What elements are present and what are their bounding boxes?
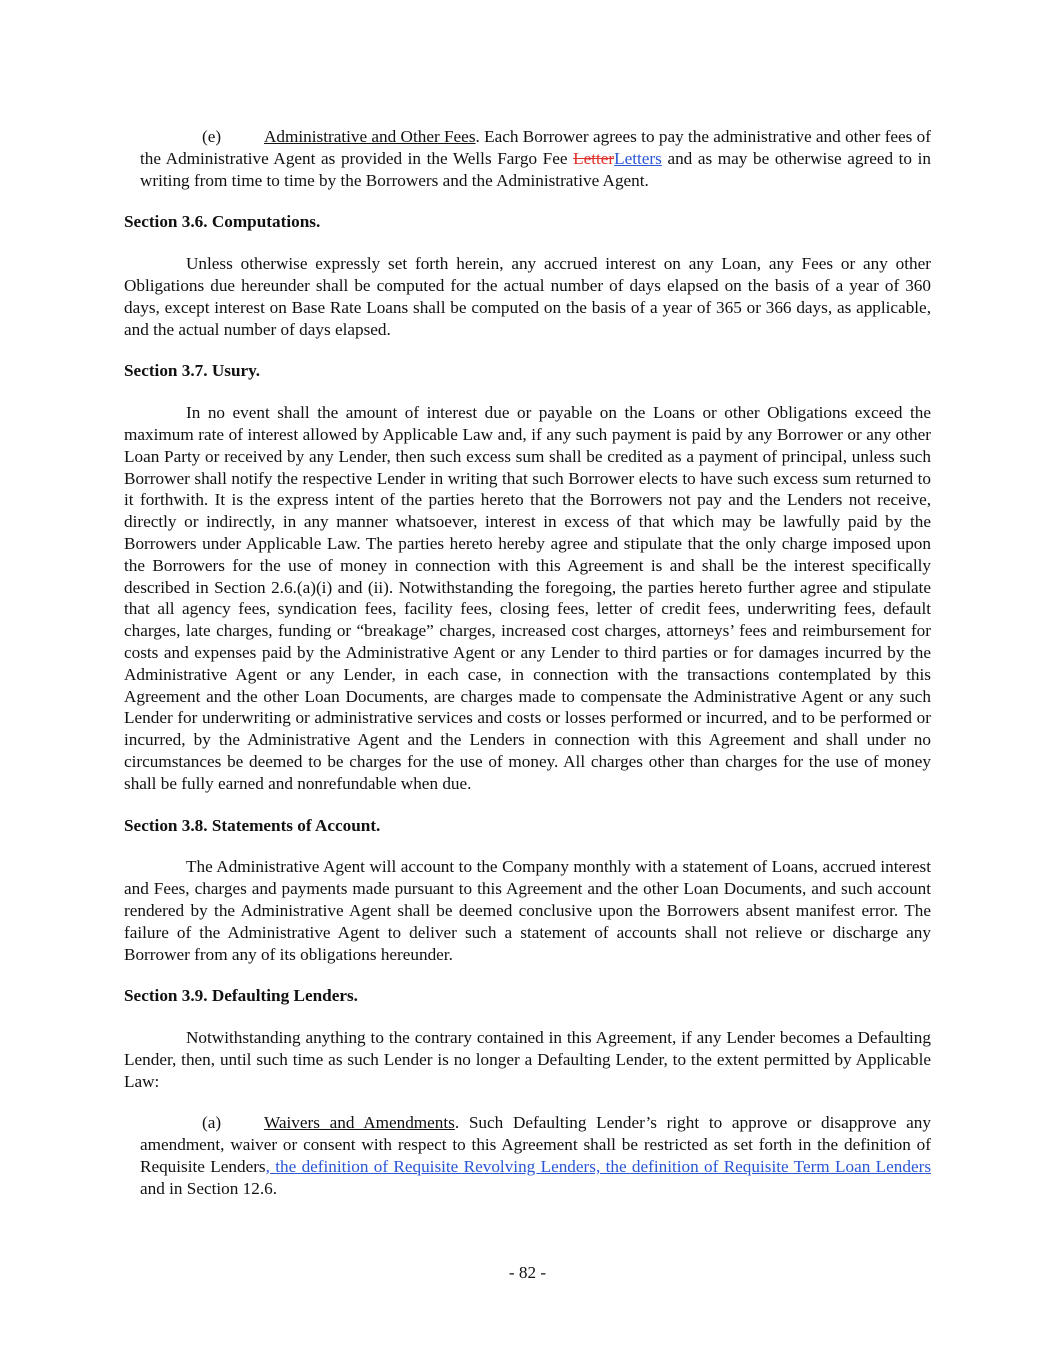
section-3-9-heading: Section 3.9. Defaulting Lenders.	[124, 986, 358, 1006]
section-3-6-body: Unless otherwise expressly set forth herein, any accrued interest on any Loan, any Fees or any other Obligations due hereunder shall be computed for the actual number of days elapsed on the basis of a year of 360 days, except interest on Base Rate Loans shall be computed on the basis of a year of 365 or 366 days, as applicable, and the actual number of days elapsed.	[124, 254, 931, 339]
item-label-a: (a)	[202, 1113, 222, 1133]
para-e-text1: . Each Borrower agrees to pay the administrative and other fees of the Administrative Agent as provided in the Wells Fargo Fee	[140, 127, 931, 168]
para-a-text2: and in Section 12.6.	[140, 1178, 278, 1198]
section-3-8-body: The Administrative Agent will account to the Company monthly with a statement of Loans, accrued interest and Fees, charges and payments made pursuant to this Agreement and the other Loan Documents, and such account rendered by the Administrative Agent shall be deemed conclusive upon the Borrowers absent manifest error. The failure of the Administrative Agent to deliver such a statement of accounts shall not relieve or discharge any Borrower from any of its obligations hereunder.	[124, 857, 931, 964]
paragraph-a	[124, 1112, 931, 1199]
heading-waivers-amendments: Waivers and Amendments	[264, 1113, 455, 1133]
document-page	[124, 126, 931, 1200]
section-3-7-heading: Section 3.7. Usury.	[124, 361, 261, 381]
paragraph-e	[124, 126, 931, 191]
section-3-8-heading: Section 3.8. Statements of Account.	[124, 815, 381, 835]
inserted-text: Letters	[614, 148, 662, 168]
para-a-text1: . Such Defaulting Lender’s right to approve or disapprove any amendment, waiver or consent with respect to this Agreement shall be restricted as set forth in the definition of Requisite Lenders	[140, 1113, 931, 1177]
section-3-9-body: Notwithstanding anything to the contrary contained in this Agreement, if any Lender becomes a Defaulting Lender, then, until such time as such Lender is no longer a Defaulting Lender, to the extent permitted by Applicable Law:	[124, 1028, 931, 1091]
section-3-7-body: In no event shall the amount of interest due or payable on the Loans or other Obligations exceed the maximum rate of interest allowed by Applicable Law and, if any such payment is paid by any Borrower or any other Loan Party or received by any Lender, then such excess sum shall be credited as a payment of principal, unless such Borrower shall notify the respective Lender in writing that such Borrower elects to have such excess sum returned to it forthwith. It is the express intent of the parties hereto that the Borrowers not pay and the Lenders not receive, directly or indirectly, in any manner whatsoever, interest in excess of that which may be lawfully paid by the Borrowers under Applicable Law. The parties hereto hereby agree and stipulate that the only charge imposed upon the Borrowers for the use of money in connection with this Agreement is and shall be the interest specifically described in Section 2.6.(a)(i) and (ii). Notwithstanding the foregoing, the parties hereto further agree and stipulate that all agency fees, syndication fees, facility fees, closing fees, letter of credit fees, underwriting fees, default charges, late charges, funding or “breakage” charges, increased cost charges, attorneys’ fees and reimbursement for costs and expenses paid by the Administrative Agent or any Lender to third parties or for damages incurred by the Administrative Agent or any Lender, in each case, in connection with the transactions contemplated by this Agreement and the other Loan Documents, are charges made to compensate the Administrative Agent or any such Lender for underwriting or administrative services and costs or losses performed or incurred, and to be performed or incurred, by the Administrative Agent and the Lenders in connection with this Agreement and shall under no circumstances be deemed to be charges for the use of money. All charges other than charges for the use of money shall be fully earned and nonrefundable when due.	[124, 403, 931, 793]
para-e-text2: and as may be otherwise agreed to in writing from time to time by the Borrowers and the Administrative Agent.	[140, 148, 931, 190]
inserted-text: , the definition of Requisite Revolving Lenders, the definition of Requisite Term Loan Lenders	[265, 1157, 932, 1177]
deleted-text: Letter	[573, 148, 615, 168]
heading-administrative-fees: Administrative and Other Fees	[264, 127, 476, 146]
item-label-e: (e)	[202, 127, 222, 146]
section-3-6-heading: Section 3.6. Computations.	[124, 212, 321, 232]
page-number: - 82 -	[508, 1263, 547, 1282]
